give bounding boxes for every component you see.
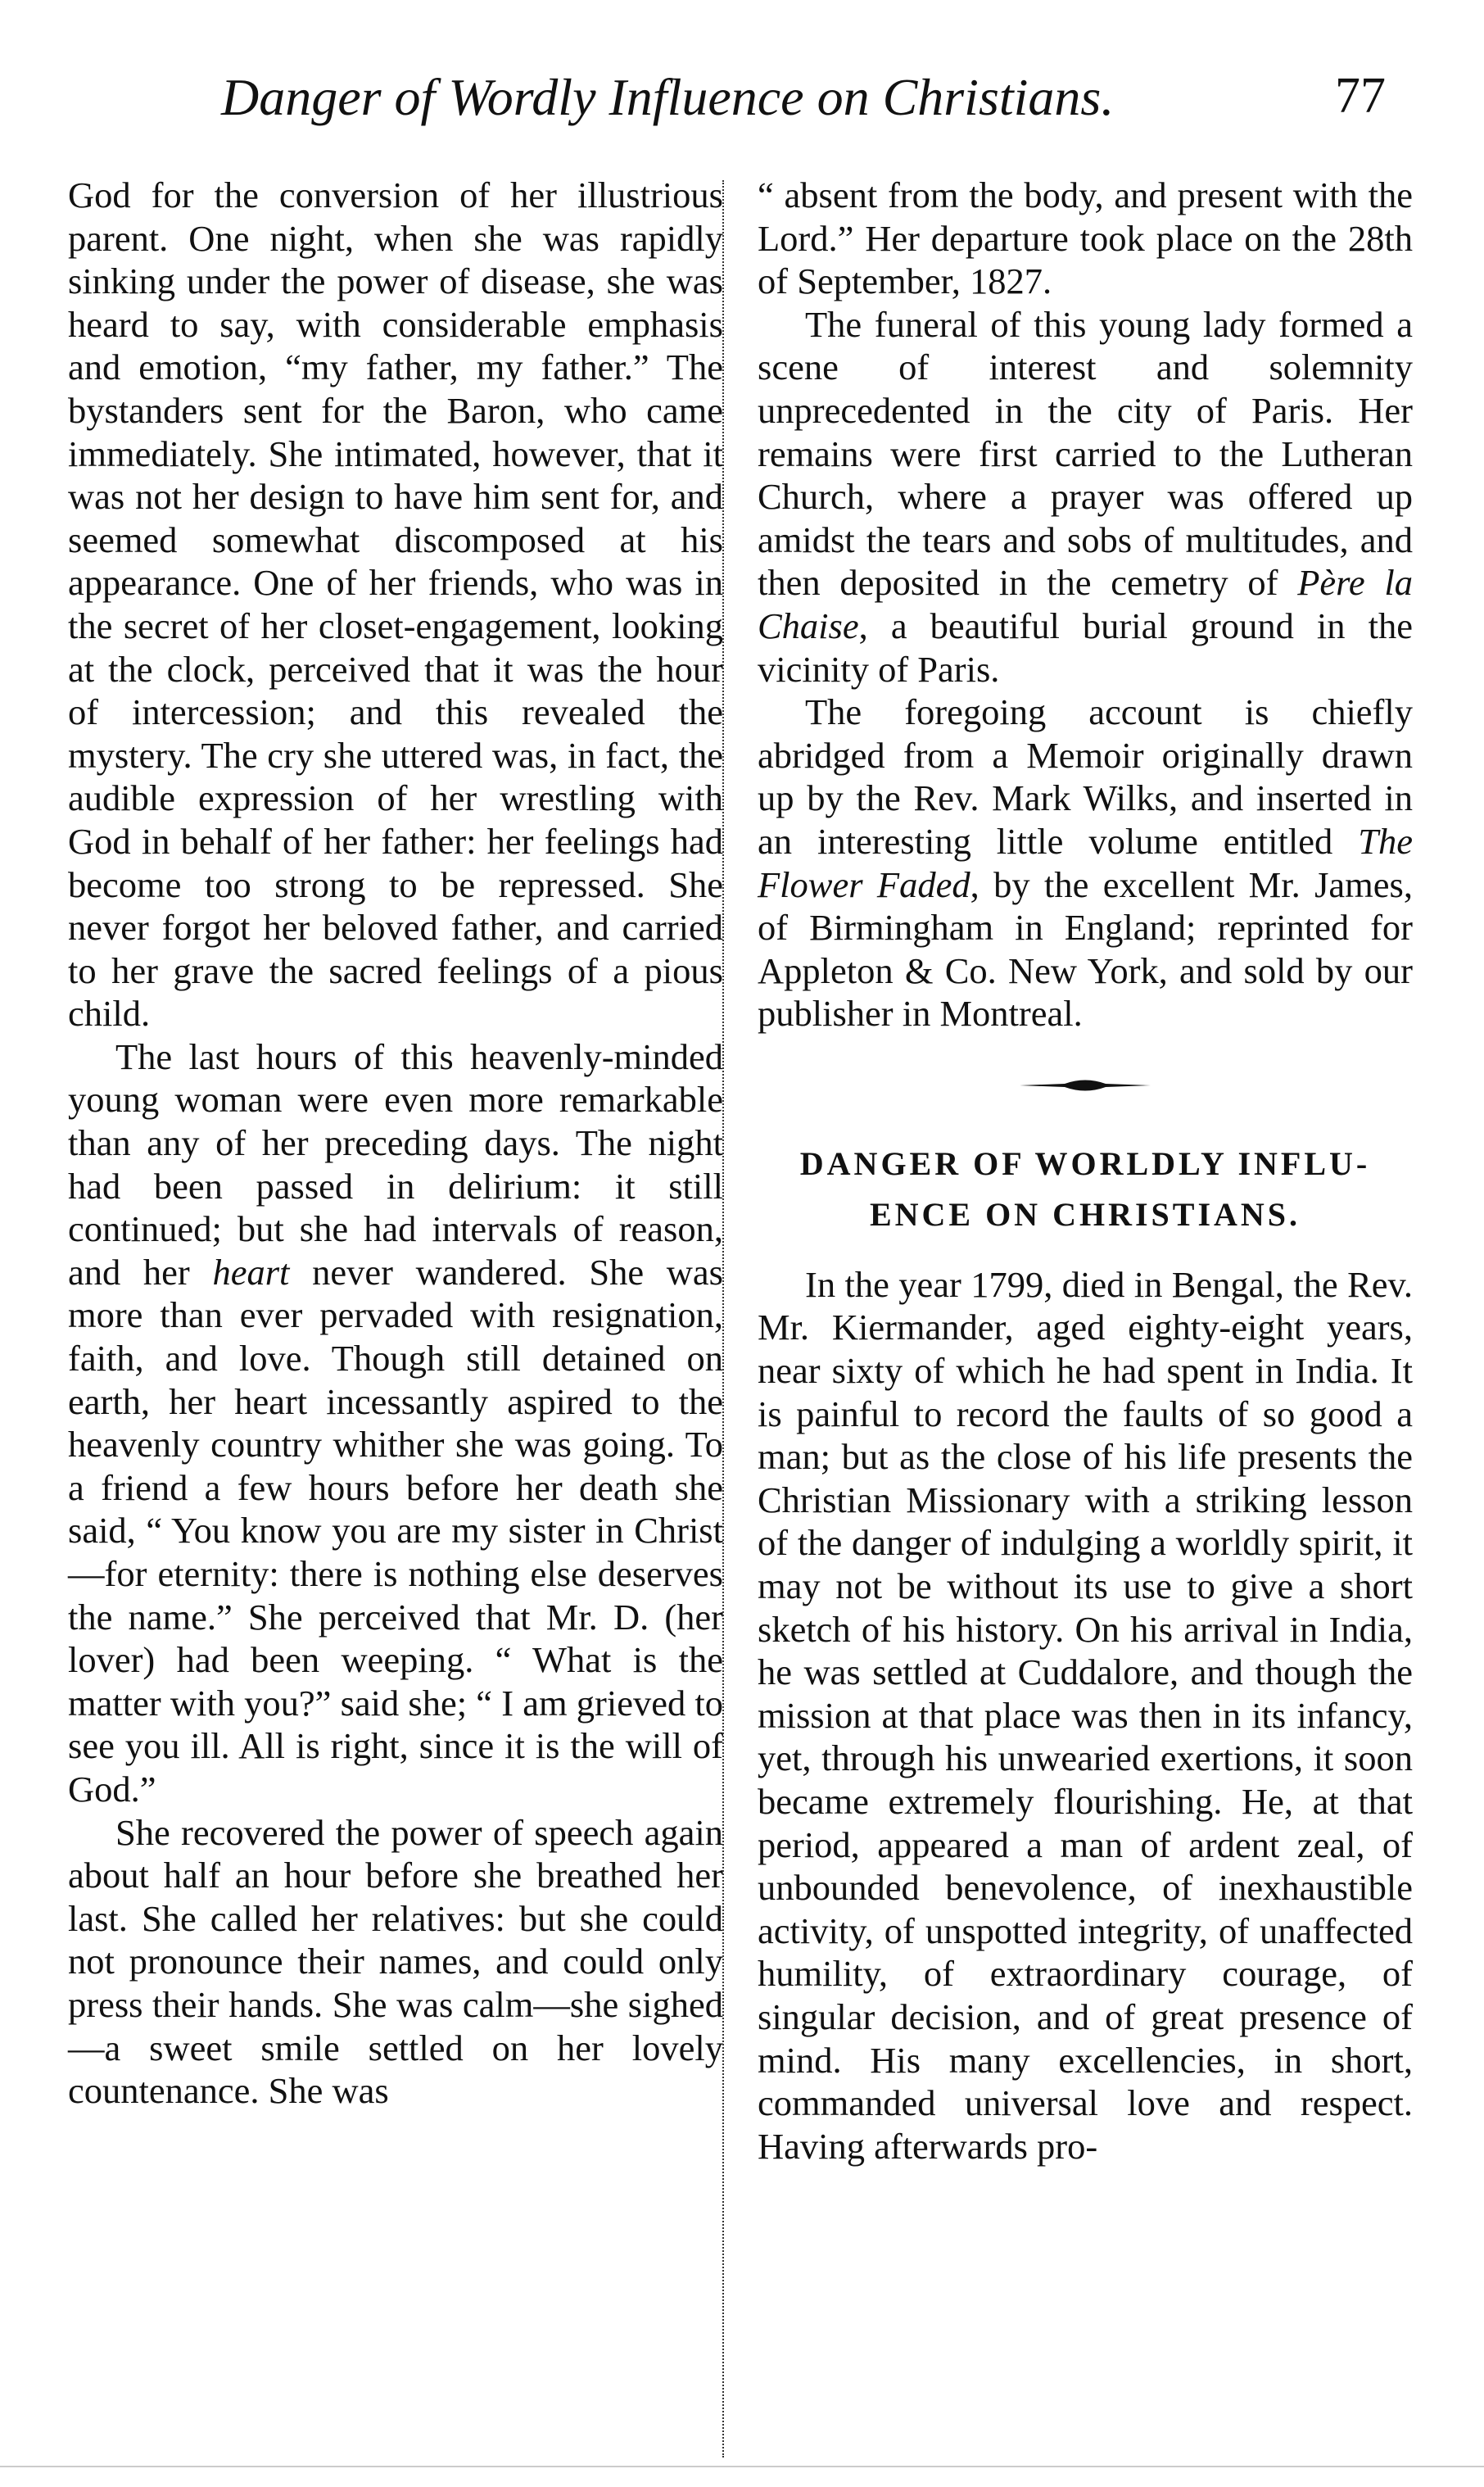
section-title-line: ENCE ON CHRISTIANS. bbox=[869, 1195, 1301, 1233]
paragraph: She recovered the power of speech again about half an hour before she breathed her last. She called her relatives: but she could not pronounce their names, and could only press their hands. She was calm—she sighed—a sweet smile settled on her lovely countenance. She was bbox=[68, 1811, 723, 2112]
column-divider bbox=[722, 180, 724, 2458]
paragraph-text: , a beautiful burial ground in the vicinity of Paris. bbox=[758, 605, 1413, 690]
page-bottom-edge bbox=[0, 2466, 1484, 2467]
paragraph-text: The funeral of this young lady formed a scene of interest and solemnity unprecedented in the city of Paris. Her remains were first carried to the Lutheran Church, where a prayer was offered up amidst the tears and sobs of multitudes, and then deposited in the cemetry of bbox=[758, 303, 1413, 604]
running-head: Danger of Wordly Influence on Christians. bbox=[221, 68, 1115, 126]
emphasis-text: Père la Chaise bbox=[758, 562, 1414, 646]
paragraph bbox=[758, 691, 1413, 1035]
page-header bbox=[0, 67, 1484, 149]
paragraph-text: The foregoing account is chiefly abridged from a Memoir originally drawn up by the Rev. Mark Wilks, and inserted in an interesting little volume entitled bbox=[758, 691, 1413, 862]
paragraph: In the year 1799, died in Bengal, the Rev. Mr. Kiermander, aged eighty-eight years, near sixty of which he had spent in India. It is painful to record the faults of so good a man; but as the close of his life presents the Christian Missionary with a striking lesson of the danger of indulging a worldly spirit, it may not be without its use to give a short sketch of his history. On his arrival in India, he was settled at Cuddalore, and though the mission at that place was then in its infancy, yet, through his unwearied exertions, it soon became extremely flourishing. He, at that period, appeared a man of ardent zeal, of unbounded benevolence, of inexhaustible activity, of unspotted integrity, of unaffected humility, of extraordinary courage, of singular decision, and of great presence of mind. His many excellencies, in short, commanded universal love and respect. Having afterwards pro- bbox=[758, 1263, 1413, 2167]
paragraph-text: never wandered. She was more than ever pervaded with resignation, faith, and love. Though still detained on earth, her heart incessantly aspired to the heavenly country whither she was going. To a friend a few hours before her death she said, “ You know you are my sister in Christ—for eternity: there is nothing else deserves the name.” She perceived that Mr. D. (her lover) had been weeping. “ What is the matter with you?” said she; “ I am grieved to see you ill. All is right, since it is the will of God.” bbox=[68, 1251, 723, 1810]
section-title-line: DANGER OF WORLDLY INFLU- bbox=[799, 1144, 1371, 1182]
book-title-text: The Flower Faded bbox=[758, 820, 1413, 905]
section-title bbox=[758, 1139, 1413, 1240]
right-column bbox=[758, 174, 1413, 2168]
paragraph: God for the conversion of her illustrious parent. One night, when she was rapidly sinking under the power of disease, she was heard to say, with considerable emphasis and emotion, “my father, my father.” The bystanders sent for the Baron, who came immediately. She intimated, however, that it was not her design to have him sent for, and seemed somewhat discomposed at his appearance. One of her friends, who was in the secret of her closet-engagement, looking at the clock, perceived that it was the hour of intercession; and this revealed the mystery. The cry she uttered was, in fact, the audible expression of her wrestling with God in behalf of her father: her feelings had become too strong to be repressed. She never forgot her beloved father, and carried to her grave the sacred feelings of a pious child. bbox=[68, 174, 723, 1035]
paragraph-text: The last hours of this heavenly-minded young woman were even more remarkable than any of her preceding days. The night had been passed in delirium: it still continued; but she had intervals of reason, and her bbox=[68, 1035, 723, 1293]
paragraph-text: , by the excellent Mr. James, of Birmingham in England; reprinted for Appleton & Co. New York, and sold by our publisher in Montreal. bbox=[758, 863, 1413, 1035]
paragraph bbox=[68, 1035, 723, 1811]
paragraph: “ absent from the body, and present with the Lord.” Her departure took place on the 28th of September, 1827. bbox=[758, 174, 1413, 302]
paragraph bbox=[758, 303, 1413, 691]
section-divider-ornament-icon bbox=[1020, 1076, 1151, 1094]
left-column bbox=[68, 174, 723, 2113]
page-number: 77 bbox=[1335, 68, 1386, 124]
emphasis-text: heart bbox=[212, 1251, 290, 1293]
